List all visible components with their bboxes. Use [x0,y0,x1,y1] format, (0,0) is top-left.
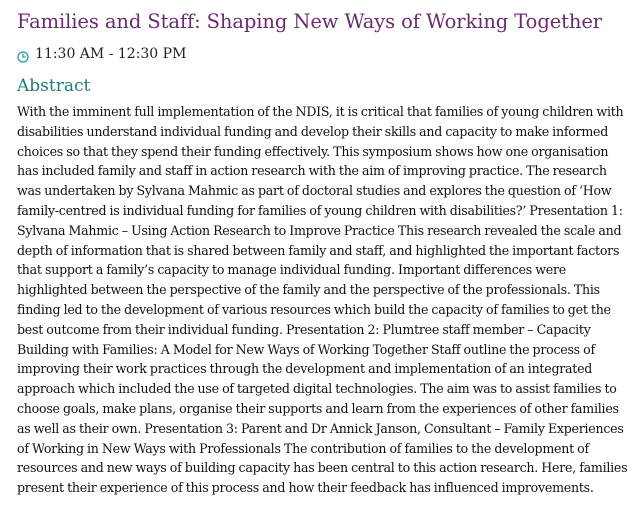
abstract-body: With the imminent full implementation of the NDIS, it is critical that families of young children with disabilities understand individual funding and develop their skills and capacity to make informed choices so that they spend their funding effectively. This symposium shows how one organisation has included family and staff in action research with the aim of improving practice. The research was undertaken by Sylvana Mahmic as part of doctoral studies and explores the question of ‘How family-centred is individual funding for families of young children with disabilities?’ Presentation 1: Sylvana Mahmic – Using Action Research to Improve Practice This research revealed the scale and depth of information that is shared between family and staff, and highlighted the important factors that support a family’s capacity to manage individual funding. Important differences were highlighted between the perspective of the family and the perspective of the professionals. This finding led to the development of various resources which build the capacity of families to get the best outcome from their individual funding. Presentation 2: Plumtree staff member – Capacity Building with Families: A Model for New Ways of Working Together Staff outline the process of improving their work practices through the development and implementation of an integrated approach which included the use of targeted digital technologies. The aim was to assist families to choose goals, make plans, organise their supports and learn from the experiences of other families as well as their own. Presentation 3: Parent and Dr Annick Janson, Consultant – Family Experiences of Working in New Ways with Professionals The contribution of families to the development of resources and new ways of building capacity has been central to this action research. Here, families present their experience of this process and how their feedback has influenced improvements. [17,104,628,496]
abstract-heading: Abstract [17,76,91,96]
session-time: 11:30 AM - 12:30 PM [35,46,187,62]
session-time-row [17,44,628,64]
session-title: Families and Staff: Shaping New Ways of Working Together [17,10,602,33]
clock-icon [17,48,29,60]
